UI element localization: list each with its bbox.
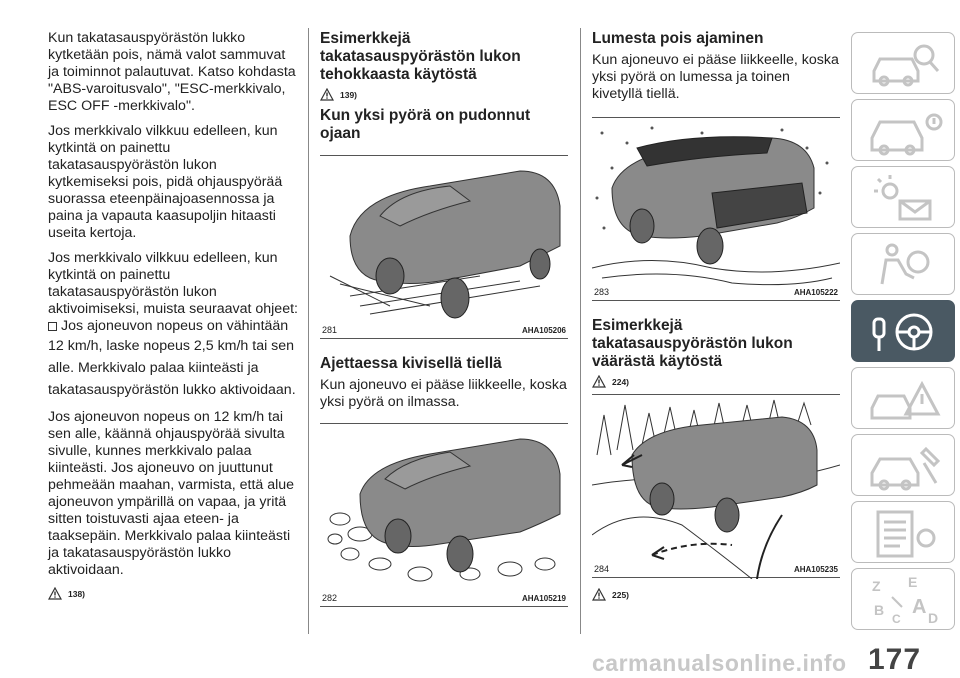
tab-starting-driving[interactable]	[851, 300, 955, 362]
car-in-ditch-illustration	[320, 156, 568, 340]
bullet-continuation: 12 km/h, laske nopeus 2,5 km/h tai sen alle. Merkkivalo palaa kiinteästi ja takatasauspyörästön lukko aktivoidaan.	[48, 338, 296, 398]
car-on-curve-illustration	[592, 395, 840, 579]
column-3	[592, 30, 840, 607]
bullet-item	[48, 318, 300, 335]
car-on-rocks-illustration	[320, 424, 568, 608]
tab-dashboard[interactable]	[851, 99, 955, 161]
warning-triangle-icon	[320, 88, 334, 101]
warning-reference	[592, 588, 840, 601]
car-in-snow-illustration	[592, 118, 840, 302]
tab-lights-warnings[interactable]	[851, 166, 955, 228]
paragraph: Kun ajoneuvo ei pääse liikkeelle, koska yksi pyörä on ilmassa.	[320, 377, 567, 410]
warning-triangle-car-icon	[852, 368, 956, 430]
column-1	[48, 30, 300, 606]
column-separator	[580, 28, 581, 634]
car-dashboard-icon	[852, 100, 956, 162]
svg-text:E: E	[908, 574, 918, 590]
column-2	[320, 30, 568, 607]
tab-car-info[interactable]	[851, 32, 955, 94]
svg-text:D: D	[928, 610, 939, 626]
paragraph: Jos merkkivalo vilkkuu edelleen, kun kytkintä on painettu takatasauspyörästön lukon kytkemiseksi pois, pidä ohjauspyörää suorassa eteenpäinajoasennossa ja paina ja vapauta kaasupoljin hitaasti useita kertoja.	[48, 123, 283, 241]
seat-airbag-icon	[852, 234, 956, 296]
warning-triangle-icon	[592, 375, 606, 388]
figure-code: AHA105235	[793, 565, 838, 574]
paragraph: Jos ajoneuvon nopeus on 12 km/h tai sen alle, käännä ohjauspyörää sivulta sivulle, kunnes merkkivalo palaa kiinteästi. Jos ajoneuvo on juuttunut pehmeään maahan, varmista, että alue ajoneuvon ympärillä on vapaa, ja yritä sitten toistuvasti ajaa eteen- ja taaksepäin. Merkkivalo palaa kiinteästi ja takatasauspyörästön lukko aktivoidaan.	[48, 409, 295, 578]
warning-ref-number: 138)	[68, 588, 86, 599]
svg-text:Z: Z	[872, 578, 881, 594]
warning-ref-number: 225)	[612, 589, 630, 600]
warning-ref-number: 224)	[612, 376, 630, 387]
warning-reference	[592, 375, 840, 388]
column-separator	[308, 28, 309, 634]
watermark: carmanualsonline.info	[592, 650, 847, 676]
key-steering-wheel-icon	[852, 301, 956, 363]
page-number: 177	[868, 643, 922, 676]
figure-code: AHA105206	[521, 326, 566, 335]
car-info-icon	[852, 33, 956, 95]
warning-reference	[48, 587, 300, 600]
figure-281	[320, 155, 568, 339]
figure-284	[592, 394, 840, 578]
warning-triangle-icon	[48, 587, 62, 600]
technical-data-icon	[852, 502, 956, 564]
tab-index[interactable]	[851, 568, 955, 630]
paragraph: Jos merkkivalo vilkkuu edelleen, kun kytkintä on painettu takatasauspyörästön lukon aktivoimiseksi, muista seuraavat ohjeet:	[48, 250, 298, 317]
paragraph: Kun takatasauspyörästön lukko kytketään pois, nämä valot sammuvat ja toiminnot palautuvat. Katso kohdasta "ABS-varoitusvalo", "ESC-merkkivalo, ESC OFF -merkkivalo".	[48, 30, 296, 114]
paragraph: Kun ajoneuvo ei pääse liikkeelle, koska yksi pyörä on lumessa ja toinen kivetyllä tiellä.	[592, 52, 839, 102]
svg-text:B: B	[874, 602, 885, 618]
tab-emergency[interactable]	[851, 367, 955, 429]
svg-text:A: A	[912, 596, 927, 618]
checkbox-bullet-icon	[48, 322, 57, 331]
svg-text:C: C	[892, 612, 901, 626]
warning-ref-number: 139)	[340, 89, 358, 100]
figure-number: 283	[594, 287, 610, 297]
warning-reference	[320, 88, 568, 101]
alphabetical-index-icon	[852, 569, 956, 631]
figure-number: 284	[594, 564, 610, 574]
figure-283	[592, 117, 840, 301]
tab-technical-data[interactable]	[851, 501, 955, 563]
subsection-heading: Kun yksi pyörä on pudonnut ojaan	[320, 107, 531, 142]
figure-282	[320, 423, 568, 607]
tab-safety[interactable]	[851, 233, 955, 295]
subsection-heading: Ajettaessa kivisellä tiellä	[320, 355, 502, 372]
section-heading: Lumesta pois ajaminen	[592, 30, 764, 47]
figure-number: 282	[322, 593, 338, 603]
bullet-text: Jos ajoneuvon nopeus on vähintään	[61, 318, 289, 334]
section-heading: Esimerkkejä takatasauspyörästön lukon väärästä käytöstä	[592, 317, 793, 370]
figure-code: AHA105222	[793, 288, 838, 297]
section-heading: Esimerkkejä takatasauspyörästön lukon tehokkaasta käytöstä	[320, 30, 521, 83]
warning-triangle-icon	[592, 588, 606, 601]
figure-code: AHA105219	[521, 594, 566, 603]
car-service-icon	[852, 435, 956, 497]
tab-service[interactable]	[851, 434, 955, 496]
figure-number: 281	[322, 325, 338, 335]
lights-warning-icon	[852, 167, 956, 229]
